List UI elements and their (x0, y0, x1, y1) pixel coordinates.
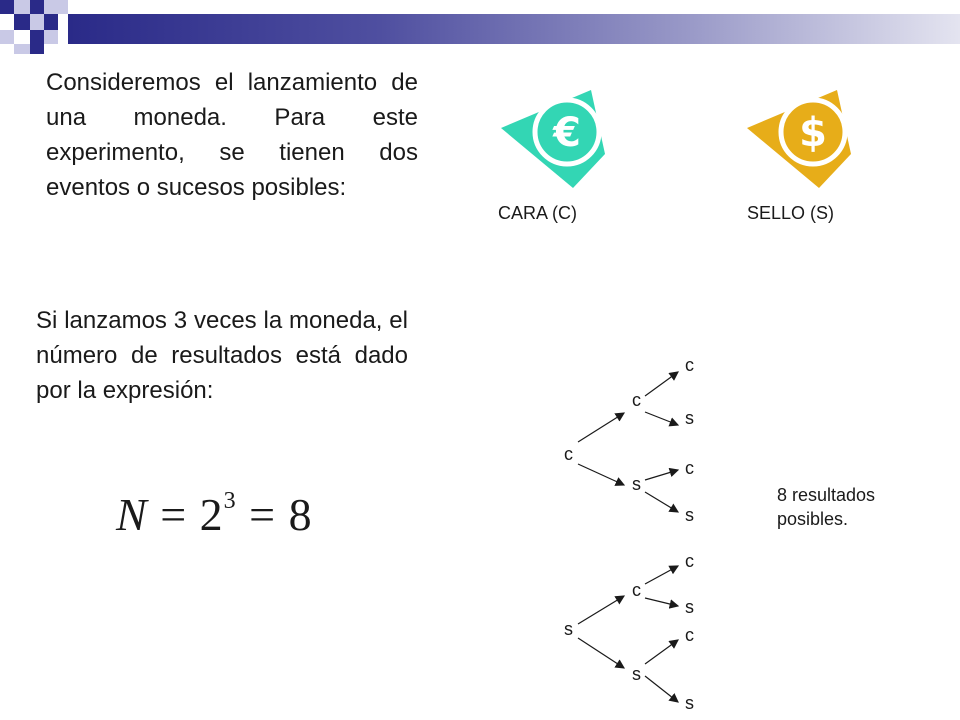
tree-branch (645, 372, 678, 396)
sello-label: SELLO (S) (747, 203, 835, 223)
tree-node: s (685, 505, 694, 525)
intro-paragraph: Consideremos el lanzamiento de una moneda. Para este experimento, se tienen dos eventos o sucesos posibles: (46, 69, 418, 201)
formula-base: 2 (199, 489, 224, 540)
tree-branch (645, 566, 678, 584)
tree-node: c (685, 355, 694, 375)
svg-text:$: $ (799, 110, 827, 156)
result-note (777, 483, 875, 531)
formula-result: 8 (288, 489, 313, 540)
tree-branch (645, 412, 678, 425)
formula-lhs: N (116, 489, 148, 540)
tree-node: c (632, 390, 641, 410)
tree-node: s (685, 408, 694, 428)
tree-node: c (632, 580, 641, 600)
formula-equals: = (249, 489, 277, 540)
cara-label: CARA (C) (498, 203, 578, 223)
formula-equals: = (160, 489, 188, 540)
question-paragraph: Si lanzamos 3 veces la moneda, el número de resultados está dado por la expresión: (36, 307, 408, 404)
tree-branch (645, 676, 678, 702)
tree-node: c (685, 625, 694, 645)
result-note-line: 8 resultados (777, 485, 876, 505)
tree-branch (578, 638, 624, 668)
tree-node: c (685, 551, 694, 571)
tree-node: s (685, 693, 694, 713)
tree-branch (578, 596, 624, 624)
tree-branch (645, 492, 678, 512)
tree-branch (578, 464, 624, 485)
tree-node: c (564, 444, 573, 464)
tree-branch (578, 413, 624, 442)
tree-branch (645, 640, 678, 664)
tree-node: c (685, 458, 694, 478)
tree-branch (645, 470, 678, 480)
tree-node: s (564, 619, 573, 639)
tree-node: s (632, 474, 641, 494)
result-note-line: posibles. (777, 509, 849, 529)
svg-text:€: € (553, 110, 581, 156)
tree-node: s (685, 597, 694, 617)
tree-branch (645, 598, 678, 606)
formula-exponent: 3 (223, 488, 237, 514)
tree-node: s (632, 664, 641, 684)
